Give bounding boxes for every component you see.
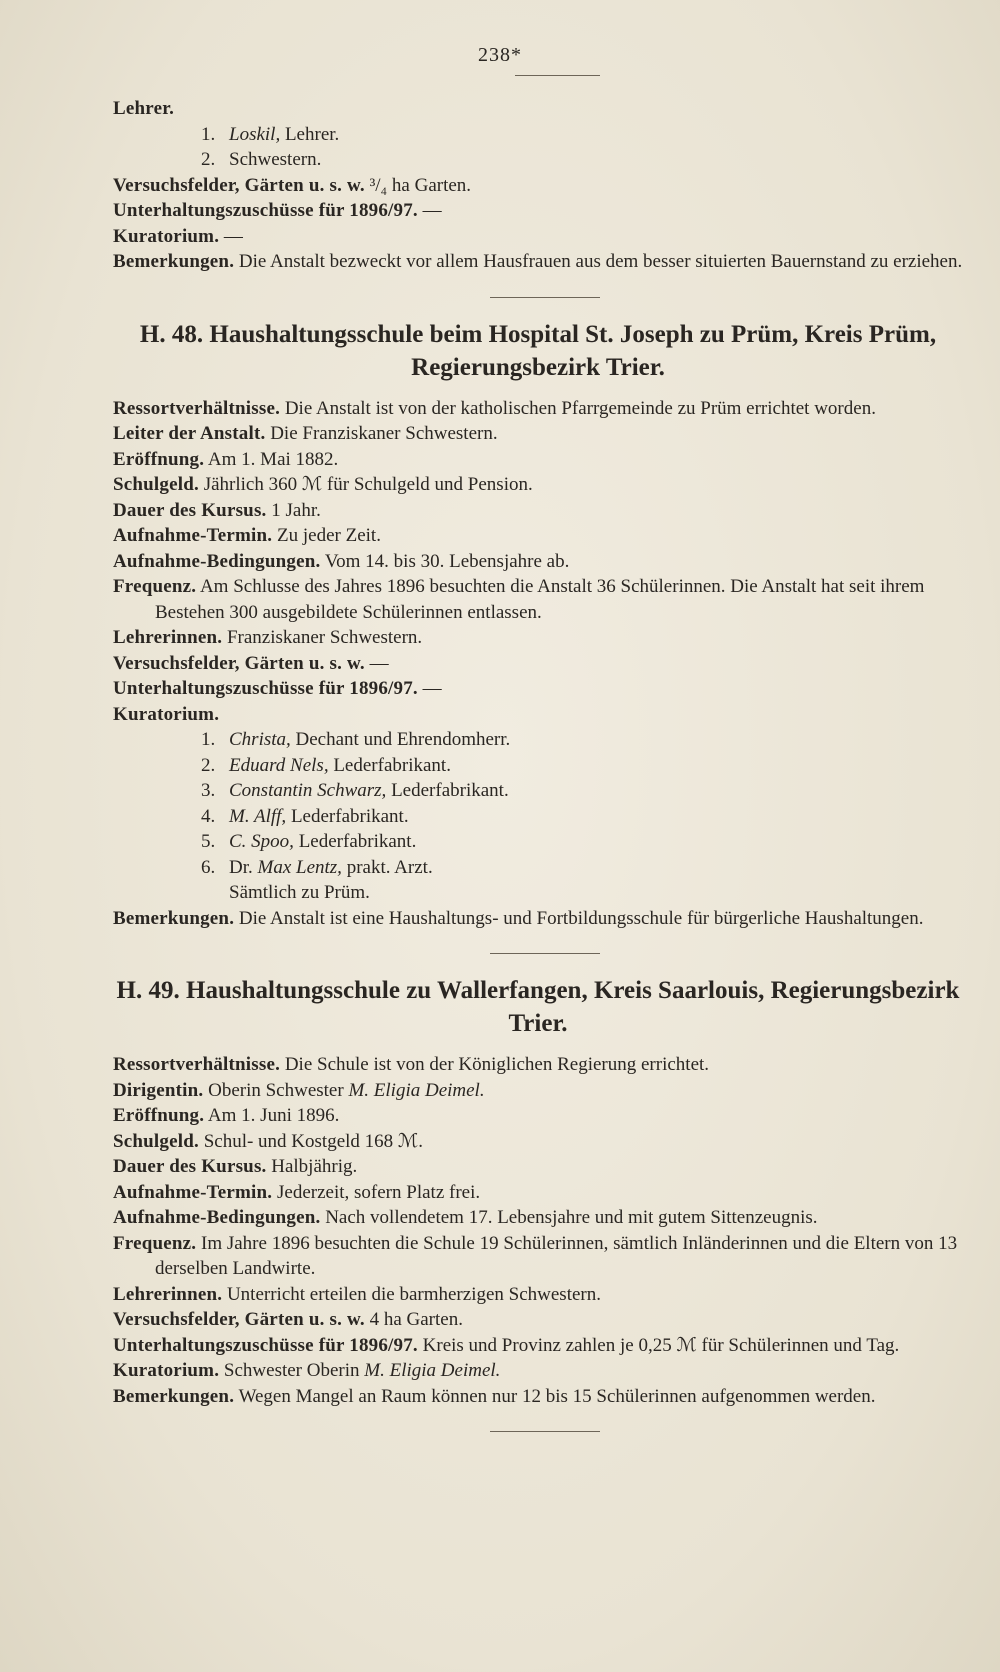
entry-label: Lehrerinnen. — [113, 1283, 223, 1305]
entry-aufnahme-termin — [113, 1180, 963, 1206]
entry-label: Eröffnung. — [113, 448, 205, 470]
entry-frequenz — [113, 574, 963, 625]
list-text: Schwestern. — [229, 149, 322, 170]
entry-text: Vom 14. bis 30. Lebensjahre ab. — [320, 550, 570, 572]
entry-text: Jährlich 360 ℳ für Schulgeld und Pension. — [198, 474, 533, 495]
entry-label: Frequenz. — [113, 576, 197, 597]
entry-text: Die Franziskaner Schwestern. — [265, 423, 498, 444]
list-item — [113, 829, 963, 855]
list-text: Lederfabrikant. — [328, 754, 451, 776]
entry-label: Kuratorium. — [113, 225, 220, 247]
entry-eroeffnung — [113, 447, 963, 473]
page-number-rule — [515, 75, 600, 76]
person-name: M. Eligia Deimel. — [348, 1079, 485, 1101]
section-heading: H. 48. Haushaltungsschule beim Hospital St. Joseph zu Prüm, Kreis Prüm, Regierungsbezirk Trier. — [139, 320, 937, 381]
entry-versuchsfelder — [113, 651, 963, 677]
list-text: Lederfabrikant. — [386, 780, 509, 801]
list-item — [113, 753, 963, 779]
entry-ressort — [113, 396, 963, 422]
person-name: Eduard Nels, — [229, 754, 329, 776]
entry-label: Lehrer. — [113, 98, 175, 119]
entry-label: Aufnahme-Termin. — [113, 525, 273, 546]
entry-versuchsfelder — [113, 1307, 963, 1333]
previous-section-tail — [113, 96, 963, 275]
entry-bemerkungen — [113, 249, 963, 275]
entry-schulgeld — [113, 1129, 963, 1155]
list-number: 1. — [201, 123, 216, 145]
entry-dirigentin — [113, 1078, 963, 1104]
entry-label: Kuratorium. — [113, 703, 220, 725]
entry-text: — — [364, 652, 389, 674]
list-text: Lederfabrikant. — [293, 831, 417, 852]
entry-label: Leiter der Anstalt. — [113, 423, 266, 444]
entry-label: Ressortverhältnisse. — [113, 1054, 281, 1075]
section-divider — [490, 1431, 600, 1432]
entry-unterhaltung — [113, 1333, 963, 1359]
entry-versuchsfelder — [113, 173, 963, 199]
entry-bemerkungen — [113, 1384, 963, 1410]
entry-text: 4 ha Garten. — [364, 1309, 463, 1330]
entry-label: Versuchsfelder, Gärten u. s. w. — [113, 1309, 365, 1330]
entry-leiter — [113, 421, 963, 447]
entry-text: Die Schule ist von der Königlichen Regierung errichtet. — [280, 1054, 710, 1075]
entry-label: Unterhaltungszuschüsse für 1896/97. — [113, 1334, 418, 1356]
list-item — [113, 122, 963, 148]
person-name: Max Lentz, — [257, 856, 342, 878]
person-name: Loskil, — [229, 123, 281, 145]
entry-label: Unterhaltungszuschüsse für 1896/97. — [113, 678, 418, 699]
entry-unterhaltung — [113, 198, 963, 224]
list-text: Lehrer. — [280, 123, 340, 145]
list-item — [113, 804, 963, 830]
name-prefix: Dr. — [229, 856, 258, 878]
entry-text: — — [417, 200, 442, 221]
list-text: prakt. Arzt. — [341, 856, 433, 878]
entry-label: Kuratorium. — [113, 1360, 220, 1381]
list-number: 5. — [201, 831, 216, 852]
entry-frequenz — [113, 1231, 963, 1282]
entry-text: Wegen Mangel an Raum können nur 12 bis 15 Schülerinnen aufgenommen werden. — [234, 1385, 876, 1407]
section-h48 — [113, 318, 963, 932]
entry-text: — — [417, 678, 442, 699]
section-divider — [490, 953, 600, 954]
entry-kuratorium — [113, 224, 963, 250]
entry-lehrerinnen — [113, 1282, 963, 1308]
section-h49 — [113, 974, 963, 1409]
list-number: 6. — [201, 856, 216, 878]
entry-aufnahme-bedingungen — [113, 549, 963, 575]
entry-label: Versuchsfelder, Gärten u. s. w. — [113, 174, 365, 196]
entry-ressort — [113, 1052, 963, 1078]
entry-label: Schulgeld. — [113, 474, 199, 495]
entry-kuratorium — [113, 702, 963, 728]
entry-bemerkungen — [113, 906, 963, 932]
list-number: 2. — [201, 754, 216, 776]
list-number: 4. — [201, 805, 216, 827]
entry-label: Dirigentin. — [113, 1079, 204, 1101]
entry-text: Schwester Oberin — [219, 1360, 365, 1381]
entry-label: Bemerkungen. — [113, 1385, 235, 1407]
entry-lehrer — [113, 96, 963, 122]
entry-schulgeld — [113, 472, 963, 498]
section-heading: H. 49. Haushaltungsschule zu Wallerfangen, Kreis Saarlouis, Regierungsbezirk Trier. — [116, 977, 960, 1037]
section-divider — [490, 297, 600, 298]
list-item — [113, 147, 963, 173]
entry-label: Unterhaltungszuschüsse für 1896/97. — [113, 200, 418, 221]
entry-text: Die Anstalt ist von der katholischen Pfarrgemeinde zu Prüm errichtet worden. — [280, 397, 876, 419]
entry-kuratorium — [113, 1358, 963, 1384]
entry-dauer — [113, 1154, 963, 1180]
entry-text: Franziskaner Schwestern. — [222, 627, 423, 648]
page-content — [113, 96, 963, 1452]
entry-label: Lehrerinnen. — [113, 627, 223, 648]
list-text: Lederfabrikant. — [286, 805, 409, 827]
entry-text: Oberin Schwester — [203, 1079, 349, 1101]
entry-aufnahme-bedingungen — [113, 1205, 963, 1231]
entry-aufnahme-termin — [113, 523, 963, 549]
person-name: M. Alff, — [229, 805, 287, 827]
entry-text: — — [219, 225, 243, 247]
entry-text: Unterricht erteilen die barmherzigen Schwestern. — [222, 1283, 601, 1305]
list-item — [113, 727, 963, 753]
entry-text: Im Jahre 1896 besuchten die Schule 19 Schülerinnen, sämtlich Inländerinnen und die Eltern von 13 derselben Landwirte. — [155, 1232, 958, 1279]
entry-label: Aufnahme-Bedingungen. — [113, 550, 321, 572]
list-number: 1. — [201, 729, 216, 750]
list-number: 2. — [201, 149, 216, 170]
entry-text: ³/₄ ha Garten. — [364, 174, 472, 196]
entry-unterhaltung — [113, 676, 963, 702]
entry-label: Frequenz. — [113, 1232, 197, 1254]
entry-label: Bemerkungen. — [113, 251, 235, 272]
entry-eroeffnung — [113, 1103, 963, 1129]
entry-label: Dauer des Kursus. — [113, 499, 267, 521]
entry-text: Die Anstalt ist eine Haushaltungs- und Fortbildungsschule für bürgerliche Haushaltungen. — [234, 907, 924, 929]
entry-label: Versuchsfelder, Gärten u. s. w. — [113, 652, 365, 674]
entry-label: Aufnahme-Termin. — [113, 1181, 273, 1203]
entry-label: Bemerkungen. — [113, 907, 235, 929]
person-name: C. Spoo, — [229, 831, 294, 852]
entry-text: Die Anstalt bezweckt vor allem Hausfrauen aus dem besser situierten Bauernstand zu erziehen. — [234, 251, 963, 272]
entry-label: Dauer des Kursus. — [113, 1156, 267, 1177]
entry-label: Schulgeld. — [113, 1130, 199, 1152]
entry-text: Kreis und Provinz zahlen je 0,25 ℳ für Schülerinnen und Tag. — [417, 1334, 900, 1356]
list-number: 3. — [201, 780, 216, 801]
entry-label: Aufnahme-Bedingungen. — [113, 1207, 321, 1228]
entry-text: Am Schlusse des Jahres 1896 besuchten die Anstalt 36 Schülerinnen. Die Anstalt hat seit ihrem Bestehen 300 ausgebildete Schülerinnen entlassen. — [155, 576, 925, 623]
person-name: Christa, — [229, 729, 291, 750]
entry-text: Nach vollendetem 17. Lebensjahre und mit gutem Sittenzeugnis. — [320, 1207, 818, 1228]
list-item — [113, 855, 963, 881]
entry-dauer — [113, 498, 963, 524]
list-item — [113, 778, 963, 804]
entry-text: 1 Jahr. — [266, 499, 321, 521]
entry-text: Am 1. Juni 1896. — [204, 1105, 340, 1126]
entry-text: Halbjährig. — [266, 1156, 358, 1177]
list-text: Dechant und Ehrendomherr. — [290, 729, 511, 750]
entry-text: Jederzeit, sofern Platz frei. — [272, 1181, 481, 1203]
entry-lehrerinnen — [113, 625, 963, 651]
entry-label: Eröffnung. — [113, 1105, 205, 1126]
entry-text: Am 1. Mai 1882. — [204, 448, 339, 470]
person-name: M. Eligia Deimel. — [364, 1360, 501, 1381]
page-number: 238* — [478, 44, 522, 66]
entry-text: Zu jeder Zeit. — [272, 525, 381, 546]
person-name: Constantin Schwarz, — [229, 780, 387, 801]
entry-label: Ressortverhältnisse. — [113, 397, 281, 419]
kuratorium-note: Sämtlich zu Prüm. — [229, 882, 370, 903]
entry-text: Schul- und Kostgeld 168 ℳ. — [198, 1130, 423, 1152]
